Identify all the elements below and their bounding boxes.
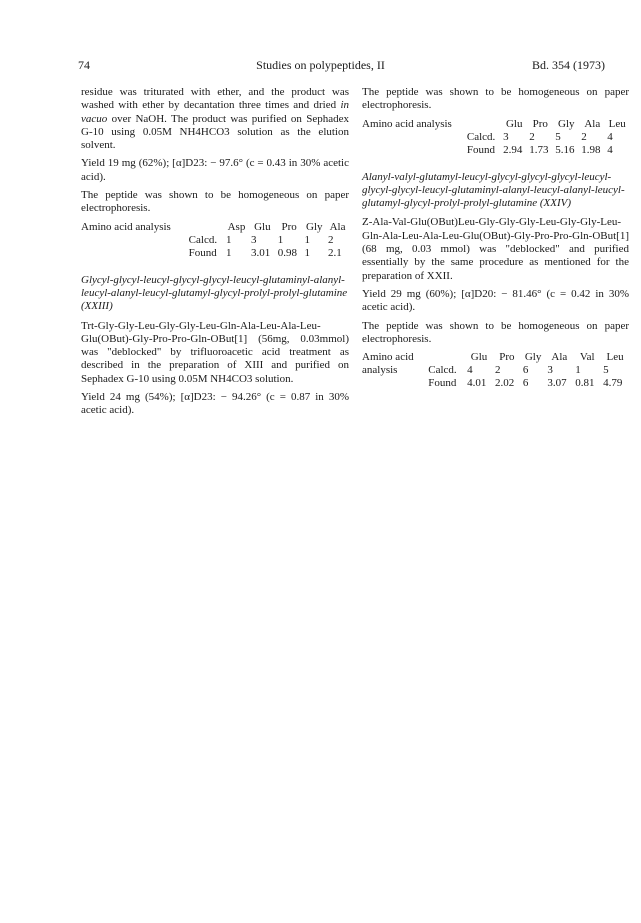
aa-header: Glu: [505, 117, 523, 130]
calcd-value: 2: [581, 130, 587, 143]
aa-header: Asp: [227, 220, 246, 233]
left-column: [81, 86, 349, 423]
amino-acid-table-3: [362, 351, 629, 390]
found-value: 2.02: [494, 377, 515, 390]
calcd-value: 2: [494, 364, 501, 377]
found-value: 3.07: [547, 377, 567, 390]
aa-header: Leu: [608, 117, 626, 130]
calcd-value: 4: [467, 364, 473, 377]
aa-header: Ala: [584, 117, 601, 130]
aa-header: Ala: [329, 220, 346, 233]
aa-header: Gly: [558, 117, 575, 130]
found-value: 5.16: [555, 143, 575, 156]
aa-label: Amino acid analysis: [81, 220, 171, 233]
aa-header: Pro: [499, 351, 515, 364]
right-column: [362, 86, 629, 396]
found-label: Found: [428, 377, 457, 390]
calcd-value: 1: [225, 233, 232, 246]
aa-header: Glu: [470, 351, 488, 364]
aa-label: Amino acid analysis: [362, 117, 452, 130]
calcd-value: 1: [575, 364, 581, 377]
found-value: 2.94: [503, 143, 523, 156]
calcd-value: 3: [250, 233, 257, 246]
amino-acid-table-1: [81, 221, 349, 260]
found-value: 4.79: [603, 377, 623, 390]
calcd-value: 2: [529, 130, 535, 143]
aa-header: Pro: [281, 220, 297, 233]
aa-header: Leu: [606, 351, 624, 364]
aa-header: Glu: [254, 220, 271, 233]
left-homogeneity-1: The peptide was shown to be homogeneous on paper electrophoresis.: [81, 189, 349, 215]
calcd-value: 2: [328, 233, 334, 246]
found-value: 4.01: [467, 377, 487, 390]
page-number: 74: [78, 58, 90, 72]
compound-title-xxiii: Glycyl-glycyl-leucyl-glycyl-glycyl-leucyl-glutaminyl-alanyl-leucyl-alanyl-leucyl-glutamyl-glycyl-prolyl-prolyl-glutamine (XXIII): [81, 273, 348, 313]
calcd-label: Calcd.: [428, 364, 457, 377]
right-paragraph-2: Z-Ala-Val-Glu(OBut)Leu-Gly-Gly-Gly-Leu-Gly-Gly-Leu-Gln-Ala-Leu-Ala-Leu-Glu(OBut)-Gly-Pro-Pro-Gln-OBut[1] (68 mg, 0.03 mmol) was "deblocked" and purified essentially by the same procedure as mentioned for the preparation of XXII.: [362, 216, 629, 282]
calcd-value: 6: [522, 364, 529, 377]
page-header: [0, 58, 641, 74]
found-value: 1.98: [581, 143, 601, 156]
calcd-value: 1: [277, 233, 284, 246]
right-homogeneity-1: The peptide was shown to be homogeneous on paper electrophoresis.: [362, 86, 629, 112]
aa-label: Amino acid: [362, 351, 414, 364]
aa-header: Ala: [551, 351, 568, 364]
aa-header: Pro: [532, 117, 548, 130]
found-value: 1.73: [529, 143, 549, 156]
found-value: 0.81: [575, 377, 595, 390]
running-title: Studies on polypeptides, II: [256, 58, 385, 72]
calcd-value: 3: [503, 130, 509, 143]
calcd-value: 4: [607, 130, 613, 143]
found-value: 1: [304, 246, 310, 259]
left-paragraph-2: Trt-Gly-Gly-Leu-Gly-Gly-Leu-Gln-Ala-Leu-Ala-Leu-Glu(OBut)-Gly-Pro-Pro-Gln-OBut[1] (56mg, 0.03mmol) was "deblocked" by trifluoroacetic acid treatment as described in the preparation of XIII and purified on Sephadex G-10 using 0.05M NH4CO3 solution.: [81, 319, 349, 385]
journal-volume: Bd. 354 (1973): [532, 58, 605, 72]
aa-header: Gly: [306, 220, 323, 233]
amino-acid-table-2: [362, 118, 629, 157]
left-yield-2: Yield 24 mg (54%); [α]D23: − 94.26° (c = 0.87 in 30% acetic acid).: [81, 391, 349, 417]
left-paragraph-1: residue was triturated with ether, and the product was washed with ether by decantation three times and dried in vacuo over NaOH. The product was purified on Sephadex G-10 using 0.05M NH4HCO3 solution as the elution solvent.: [81, 86, 349, 152]
aa-header: Val: [579, 351, 595, 364]
found-value: 2.1: [328, 246, 342, 259]
left-yield-1: Yield 19 mg (62%); [α]D23: − 97.6° (c = 0.43 in 30% acetic acid).: [81, 157, 349, 183]
calcd-value: 1: [304, 233, 310, 246]
aa-header: Gly: [524, 351, 542, 364]
found-value: 4: [607, 143, 613, 156]
found-value: 1: [225, 246, 232, 259]
found-value: 3.01: [250, 246, 271, 259]
right-homogeneity-2: The peptide was shown to be homogeneous on paper electrophoresis.: [362, 319, 629, 345]
found-value: 6: [522, 377, 529, 390]
compound-title-xxiv: Alanyl-valyl-glutamyl-leucyl-glycyl-glycyl-glycyl-leucyl-glycyl-glycyl-leucyl-glutaminyl-alanyl-leucyl-alanyl-leucyl-glutamyl-glycyl-prolyl-prolyl-glutamine (XXIV): [362, 170, 625, 210]
calcd-label: Calcd.: [466, 130, 496, 143]
calcd-value: 5: [555, 130, 561, 143]
found-label: Found: [466, 143, 495, 156]
found-label: Found: [188, 246, 217, 259]
found-value: 0.98: [277, 246, 297, 259]
calcd-label: Calcd.: [188, 233, 218, 246]
calcd-value: 3: [547, 364, 553, 377]
calcd-value: 5: [603, 364, 609, 377]
aa-label: analysis: [362, 364, 398, 377]
right-yield-2: Yield 29 mg (60%); [α]D20: − 81.46° (c = 0.42 in 30% acetic acid).: [362, 287, 629, 314]
